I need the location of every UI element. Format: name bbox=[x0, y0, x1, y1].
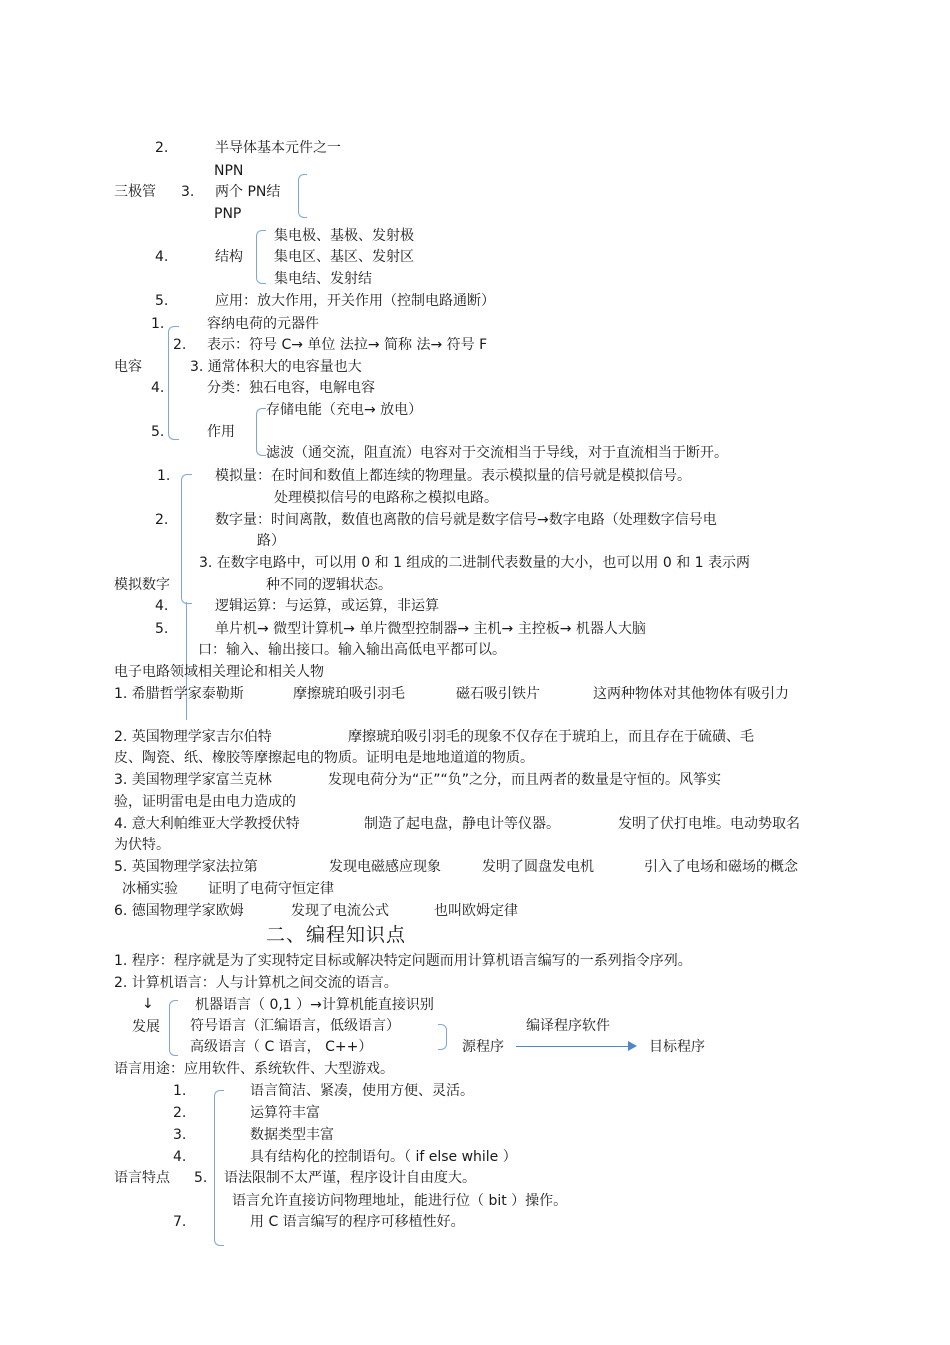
feature-num-7: 7. bbox=[173, 1214, 187, 1230]
ad-item-3b: 种不同的逻辑状态。 bbox=[266, 577, 392, 593]
programming-heading: 二、编程知识点 bbox=[266, 924, 407, 946]
ad-item-2: 数字量：时间离散，数值也离散的信号就是数字信号→数字电路（处理数字信号电 bbox=[215, 512, 717, 528]
structure-brace bbox=[256, 230, 266, 284]
assembly-language: 符号语言（汇编语言，低级语言） bbox=[190, 1018, 400, 1034]
function-brace bbox=[256, 408, 266, 456]
cap-num-2: 2. bbox=[173, 337, 187, 353]
analog-digital-brace bbox=[181, 474, 192, 604]
compiler-label: 编译程序软件 bbox=[526, 1018, 610, 1034]
feature-num-2: 2. bbox=[173, 1105, 187, 1121]
feature-3: 数据类型丰富 bbox=[250, 1127, 334, 1143]
person-2-fact-cont: 皮、陶瓷、纸、橡胶等摩擦起电的物质。证明电是地地道道的物质。 bbox=[114, 750, 534, 766]
feature-7: 用 C 语言编写的程序可移植性好。 bbox=[250, 1214, 465, 1230]
feature-num-3: 3. bbox=[173, 1127, 187, 1143]
ad-num-4: 4. bbox=[155, 598, 169, 614]
cap-num-5: 5. bbox=[151, 424, 165, 440]
feature-num-5: 5. bbox=[194, 1170, 208, 1186]
language-brace bbox=[169, 1000, 178, 1056]
cap-item-4: 分类：独石电容，电解电容 bbox=[207, 380, 375, 396]
ad-item-1b: 处理模拟信号的电路称之模拟电路。 bbox=[274, 490, 498, 506]
feature-4: 具有结构化的控制语句。（ if else while ） bbox=[250, 1149, 517, 1165]
high-level-language: 高级语言（ C 语言， C++） bbox=[190, 1039, 373, 1055]
person-4-name: 4. 意大利帕维亚大学教授伏特 bbox=[114, 816, 300, 832]
people-heading: 电子电路领域相关理论和相关人物 bbox=[114, 664, 324, 680]
computer-language-definition: 2. 计算机语言：人与计算机之间交流的语言。 bbox=[114, 975, 398, 991]
person-6-name: 6. 德国物理学家欧姆 bbox=[114, 903, 244, 919]
triode-label: 三极管 bbox=[114, 184, 156, 200]
compile-arrow-head-icon bbox=[628, 1041, 637, 1051]
person-5-fact-3: 引入了电场和磁场的概念 bbox=[644, 859, 798, 875]
person-3-fact-cont: 验，证明雷电是由电力造成的 bbox=[114, 794, 296, 810]
development-label: 发展 bbox=[132, 1019, 160, 1035]
cap-item-1: 容纳电荷的元器件 bbox=[207, 316, 319, 332]
person-5-fact-2: 发明了圆盘发电机 bbox=[482, 859, 594, 875]
feature-1: 语言简洁、紧凑，使用方便、灵活。 bbox=[250, 1083, 474, 1099]
triode-num-3: 3. bbox=[181, 184, 195, 200]
triode-pnp: PNP bbox=[214, 206, 242, 222]
cap-item-5: 作用 bbox=[207, 424, 235, 440]
cap-item-3: 3. 通常体积大的电容量也大 bbox=[190, 359, 362, 375]
ad-num-1: 1. bbox=[157, 468, 171, 484]
person-6-fact-1: 发现了电流公式 bbox=[291, 903, 389, 919]
triode-item-5: 应用：放大作用，开关作用（控制电路通断） bbox=[215, 293, 495, 309]
person-2-name: 2. 英国物理学家吉尔伯特 bbox=[114, 729, 272, 745]
structure-sub-3: 集电结、发射结 bbox=[274, 271, 372, 287]
feature-5: 语法限制不太严谨，程序设计自由度大。 bbox=[224, 1170, 476, 1186]
ad-num-5: 5. bbox=[155, 621, 169, 637]
capacitor-label: 电容 bbox=[114, 359, 142, 375]
ad-item-5: 单片机→ 微型计算机→ 单片微型控制器→ 主机→ 主控板→ 机器人大脑 bbox=[215, 621, 646, 637]
person-5-fact-5: 证明了电荷守恒定律 bbox=[208, 881, 334, 897]
compile-arrow-line bbox=[516, 1046, 628, 1047]
features-label: 语言特点 bbox=[114, 1170, 170, 1186]
machine-language: 机器语言（ 0,1 ）→计算机能直接识别 bbox=[195, 997, 434, 1013]
triode-item-3: 两个 PN结 bbox=[215, 184, 281, 200]
triode-item-4: 结构 bbox=[215, 249, 243, 265]
ad-num-2: 2. bbox=[155, 512, 169, 528]
analog-digital-label: 模拟数字 bbox=[114, 577, 170, 593]
cap-function-2: 滤波（通交流，阻直流）电容对于交流相当于导线，对于直流相当于断开。 bbox=[266, 445, 728, 461]
person-5-name: 5. 英国物理学家法拉第 bbox=[114, 859, 258, 875]
cap-num-4: 4. bbox=[151, 380, 165, 396]
structure-sub-1: 集电极、基极、发射极 bbox=[274, 228, 414, 244]
pn-brace bbox=[298, 174, 307, 218]
person-1-fact-1: 摩擦琥珀吸引羽毛 bbox=[293, 686, 405, 702]
feature-2: 运算符丰富 bbox=[250, 1105, 320, 1121]
person-1-fact-2: 磁石吸引铁片 bbox=[456, 686, 540, 702]
person-1-name: 1. 希腊哲学家泰勒斯 bbox=[114, 686, 244, 702]
person-4-fact-cont: 为伏特。 bbox=[114, 837, 170, 853]
feature-num-1: 1. bbox=[173, 1083, 187, 1099]
person-3-fact: 发现电荷分为“正”“负”之分，而且两者的数量是守恒的。风筝实 bbox=[328, 772, 722, 788]
features-brace bbox=[214, 1090, 224, 1246]
triode-num-5: 5. bbox=[155, 293, 169, 309]
source-brace bbox=[438, 1024, 447, 1050]
person-6-fact-2: 也叫欧姆定律 bbox=[434, 903, 518, 919]
person-5-fact-1: 发现电磁感应现象 bbox=[329, 859, 441, 875]
target-program: 目标程序 bbox=[649, 1039, 705, 1055]
language-uses: 语言用途：应用软件、系统软件、大型游戏。 bbox=[114, 1061, 394, 1077]
person-5-fact-4: 冰桶实验 bbox=[122, 881, 178, 897]
source-program: 源程序 bbox=[462, 1039, 504, 1055]
person-3-name: 3. 美国物理学家富兰克林 bbox=[114, 772, 272, 788]
feature-num-4: 4. bbox=[173, 1149, 187, 1165]
triode-item-2: 半导体基本元件之一 bbox=[215, 140, 341, 156]
person-2-fact: 摩擦琥珀吸引羽毛的现象不仅存在于琥珀上，而且存在于硫磺、毛 bbox=[348, 729, 754, 745]
ad-item-4: 逻辑运算：与运算，或运算，非运算 bbox=[215, 598, 439, 614]
ad-item-5b: 口：输入、输出接口。输入输出高低电平都可以。 bbox=[198, 642, 506, 658]
person-1-fact-3: 这两种物体对其他物体有吸引力 bbox=[593, 686, 789, 702]
person-4-fact-2: 发明了伏打电堆。电动势取名 bbox=[618, 816, 800, 832]
cap-num-1: 1. bbox=[151, 316, 165, 332]
person-4-fact-1: 制造了起电盘，静电计等仪器。 bbox=[364, 816, 560, 832]
down-arrow-icon: ↓ bbox=[142, 996, 154, 1012]
ad-item-2b: 路） bbox=[257, 533, 285, 549]
cap-item-2: 表示：符号 C→ 单位 法拉→ 简称 法→ 符号 F bbox=[207, 337, 488, 353]
program-definition: 1. 程序：程序就是为了实现特定目标或解决特定问题而用计算机语言编写的一系列指令序列。 bbox=[114, 953, 692, 969]
triode-num-4: 4. bbox=[155, 249, 169, 265]
triode-npn: NPN bbox=[214, 163, 244, 179]
ad-item-1: 模拟量：在时间和数值上都连续的物理量。表示模拟量的信号就是模拟信号。 bbox=[215, 468, 691, 484]
ad-item-3: 3. 在数字电路中，可以用 0 和 1 组成的二进制代表数量的大小，也可以用 0 和 1 表示两 bbox=[199, 555, 751, 571]
triode-num-2: 2. bbox=[155, 140, 169, 156]
structure-sub-2: 集电区、基区、发射区 bbox=[274, 249, 414, 265]
feature-6: 语言允许直接访问物理地址，能进行位（ bit ）操作。 bbox=[232, 1193, 568, 1209]
cap-function-1: 存储电能（充电→ 放电） bbox=[266, 402, 423, 418]
